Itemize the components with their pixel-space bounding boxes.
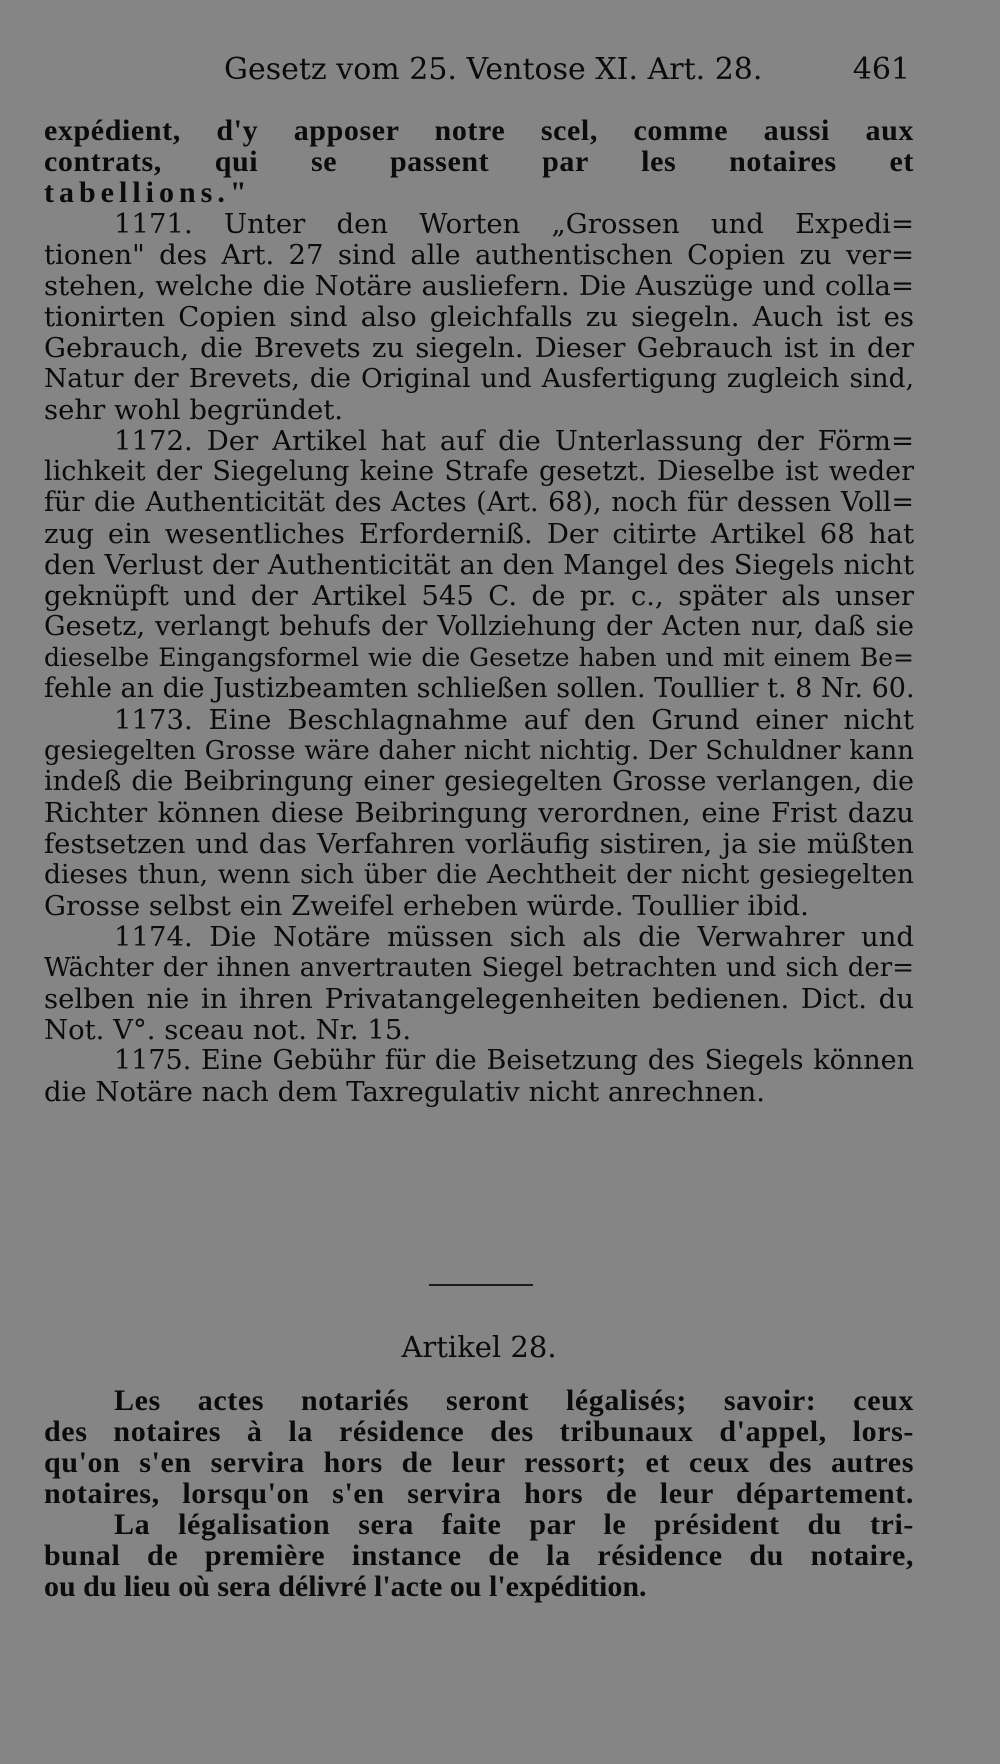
body-line: für die Authenticität des Actes (Art. 68), noch für dessen Voll= bbox=[44, 487, 914, 518]
body-line: indeß die Beibringung einer gesiegelten Grosse verlangen, die bbox=[44, 766, 914, 797]
paragraph-1171-start: 1171. Unter den Worten „Grossen und Expedi= bbox=[114, 208, 914, 240]
article-line: La légalisation sera faite par le président du tri- bbox=[114, 1508, 914, 1541]
body-line: contrats, qui se passent par les notaires et bbox=[44, 145, 914, 178]
article-heading: Artikel 28. bbox=[401, 1330, 557, 1364]
body-line: fehle an die Justizbeamten schließen sollen. Toullier t. 8 Nr. 60. bbox=[44, 673, 915, 704]
body-line: stehen, welche die Notäre ausliefern. Die Auszüge und colla= bbox=[44, 270, 914, 302]
article-line: ou du lieu où sera délivré l'acte ou l'expédition. bbox=[44, 1570, 647, 1603]
body-line: festsetzen und das Verfahren vorläufig sistiren, ja sie müßten bbox=[44, 828, 914, 860]
body-line: Wächter der ihnen anvertrauten Siegel betrachten und sich der= bbox=[44, 953, 914, 983]
body-line: geknüpft und der Artikel 545 C. de pr. c., später als unser bbox=[44, 580, 914, 612]
body-line: Grosse selbst ein Zweifel erheben würde. Toullier ibid. bbox=[44, 890, 809, 922]
paragraph-1172-start: 1172. Der Artikel hat auf die Unterlassung der Förm= bbox=[114, 425, 914, 457]
body-line: tionirten Copien sind also gleichfalls zu siegeln. Auch ist es bbox=[44, 301, 914, 333]
page-header bbox=[44, 52, 914, 98]
body-line: expédient, d'y apposer notre scel, comme aussi aux bbox=[44, 114, 914, 147]
body-line: die Notäre nach dem Taxregulativ nicht anrechnen. bbox=[44, 1076, 765, 1108]
body-line: lichkeit der Siegelung keine Strafe gesetzt. Dieselbe ist weder bbox=[44, 456, 914, 487]
body-line: Richter können diese Beibringung verordnen, eine Frist dazu bbox=[44, 797, 914, 829]
body-line: zug ein wesentliches Erforderniß. Der citirte Artikel 68 hat bbox=[44, 518, 914, 550]
article-line: des notaires à la résidence des tribunaux d'appel, lors- bbox=[44, 1415, 914, 1448]
body-line: Gebrauch, die Brevets zu siegeln. Dieser Gebrauch ist in der bbox=[44, 332, 914, 364]
paragraph-1175-start: 1175. Eine Gebühr für die Beisetzung des Siegels können bbox=[114, 1045, 914, 1076]
running-head: Gesetz vom 25. Ventose XI. Art. 28. bbox=[224, 52, 763, 87]
article-line: notaires, lorsqu'on s'en servira hors de leur département. bbox=[44, 1477, 914, 1510]
body-line: sehr wohl begründet. bbox=[44, 394, 344, 426]
body-line: Natur der Brevets, die Original und Ausfertigung zugleich sind, bbox=[44, 363, 914, 394]
body-line: den Verlust der Authenticität an den Mangel des Siegels nicht bbox=[44, 549, 914, 581]
body-line: Not. V°. sceau not. Nr. 15. bbox=[44, 1014, 412, 1046]
body-line: selben nie in ihren Privatangelegenheiten bedienen. Dict. du bbox=[44, 983, 914, 1015]
page-number: 461 bbox=[852, 52, 910, 87]
article-line: qu'on s'en servira hors de leur ressort; et ceux des autres bbox=[44, 1446, 914, 1479]
section-divider bbox=[429, 1284, 533, 1286]
body-line: Gesetz, verlangt behufs der Vollziehung der Acten nur, daß sie bbox=[44, 611, 914, 642]
article-line: Les actes notariés seront légalisés; savoir: ceux bbox=[114, 1384, 914, 1417]
body-line: tionen" des Art. 27 sind alle authentischen Copien zu ver= bbox=[44, 239, 914, 271]
body-line: dieses thun, wenn sich über die Aechtheit der nicht gesiegelten bbox=[44, 859, 914, 890]
book-page bbox=[44, 0, 914, 1764]
paragraph-1173-start: 1173. Eine Beschlagnahme auf den Grund einer nicht bbox=[114, 704, 914, 736]
article-line: bunal de première instance de la résidence du notaire, bbox=[44, 1539, 914, 1572]
body-line: gesiegelten Grosse wäre daher nicht nichtig. Der Schuldner kann bbox=[44, 736, 914, 766]
body-line: dieselbe Eingangsformel wie die Gesetze haben und mit einem Be= bbox=[44, 643, 914, 672]
body-line: tabellions." bbox=[44, 176, 252, 209]
paragraph-1174-start: 1174. Die Notäre müssen sich als die Verwahrer und bbox=[114, 921, 914, 953]
